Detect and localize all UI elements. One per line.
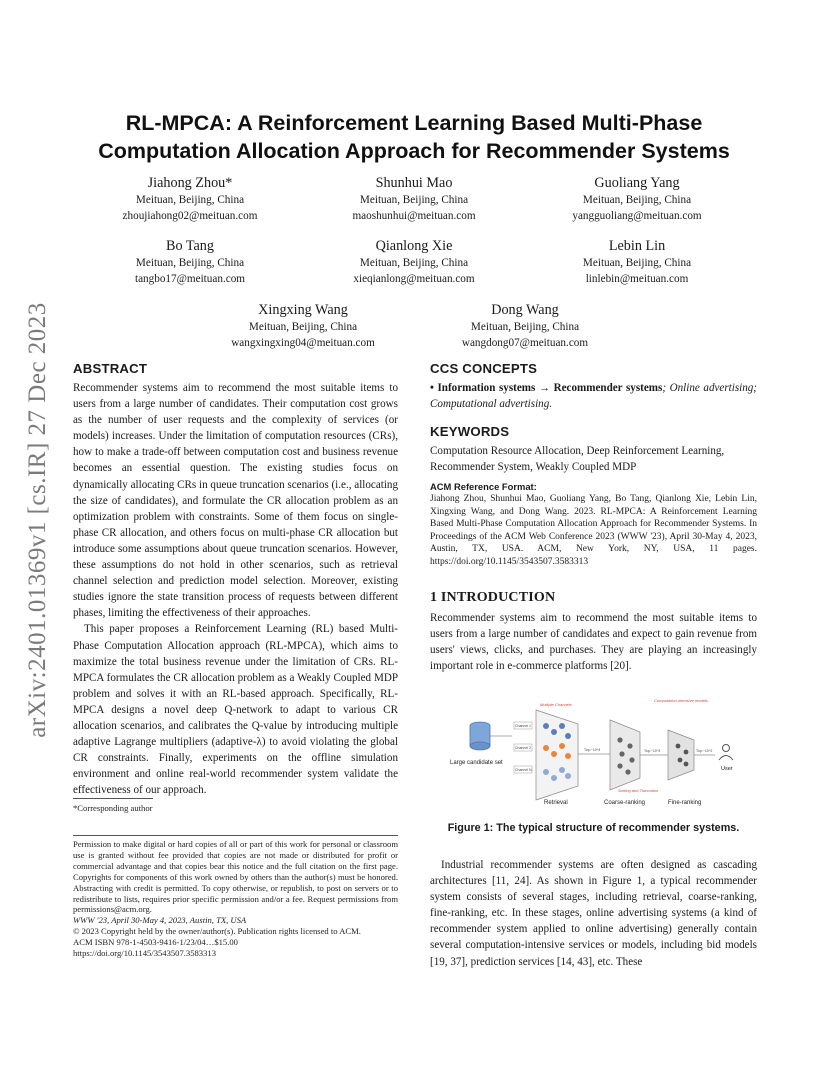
label-top-3: Top-~10^2: [696, 749, 713, 753]
label-retrieval: Retrieval: [544, 800, 568, 806]
intro-paragraph-1: Recommender systems aim to recommend the most suitable items to users from a large number of candidates and expect to gain revenue from users' views, clicks, and purchases. They are playing an increasingly important role in e-commerce platforms [20].: [430, 612, 757, 673]
permission-block: [73, 839, 398, 959]
doi-link[interactable]: https://doi.org/10.1145/3543507.3583313: [73, 948, 216, 959]
abstract-paragraph-2: This paper proposes a Reinforcement Learning (RL) based Multi-Phase Computation Allocation approach (RL-MPCA), which aims to maximize the total business revenue under the limitation of CRs. RL-MPCA formulates the CR allocation problem as a Weakly Coupled MDP problem and solves it with an RL-based approach. Specifically, RL-MPCA designs a novel deep Q-network to adapt to various CR allocation scenarios, and calibrates the Q-value by introducing multiple adaptive Lagrange multipliers (adaptive-λ) to avoid violating the global CR constraints. Finally, experiments on the offline simulation environment and online real-world recommender system validate the effectiveness of our approach.: [73, 623, 398, 797]
venue: WWW '23, April 30-May 4, 2023, Austin, TX, USA: [73, 915, 247, 926]
author-affiliation: Meituan, Beijing, China: [359, 257, 469, 269]
coarse-ranking-funnel: [610, 720, 640, 790]
user-icon: [719, 745, 733, 761]
arxiv-sidebar: [18, 290, 58, 750]
author-name: Guoliang Yang: [594, 175, 680, 191]
figure-1: [440, 680, 740, 810]
figure-caption: Figure 1: The typical structure of recommender systems.: [447, 822, 740, 834]
ccs-bold: • Information systems → Recommender systems: [430, 382, 663, 394]
author-affiliation: Meituan, Beijing, China: [135, 194, 245, 206]
label-fine-ranking: Fine-ranking: [668, 800, 702, 806]
abstract-paragraph-1: Recommender systems aim to recommend the most suitable items to users from a large number of candidates. Their computation cost grows as the number of user requests and the complexity of services (or models) increases. Under the limitation of computation resources (CRs), how to make a trade-off between computation cost and business revenue becomes an essential question. The existing studies focus on dynamically allocating CRs in queue truncation scenarios (i.e., allocating the size of candidates), and formulate the CR allocation problem as an optimization problem with constraints. Some of them focus on single-phase CR allocation, and others focus on multi-phase CR allocation but introduce some assumptions about queue truncation scenarios. However, these assumptions do not hold in other scenarios, such as retrieval channel selection and prediction model selection. Moreover, existing studies ignore the state transition process of requests between different phases, limiting the effectiveness of their approaches.: [73, 382, 399, 620]
intro-paragraph-2: Industrial recommender systems are often designed as cascading architectures [11, 24]. As shown in Figure 1, a typical recommender system consists of several stages, including retrieval, coarse-ranking, fine-ranking, etc. In these stages, online advertising systems (a kind of recommender system applied to online advertising) generally contain several computation-intensive services or models, including bid models [19, 37], prediction services [14, 43], etc. These: [430, 859, 757, 968]
author-affiliation: Meituan, Beijing, China: [582, 257, 692, 269]
footnote-rule: [73, 798, 153, 799]
author-email: yangguoliang@meituan.com: [572, 210, 702, 222]
author-block: [415, 301, 635, 351]
title-line-1: RL-MPCA: A Reinforcement Learning Based Multi-Phase: [125, 111, 703, 135]
label-multiple-channels: Multiple Channels: [540, 702, 572, 707]
author-email: tangbo17@meituan.com: [134, 273, 246, 285]
author-email: wangxingxing04@meituan.com: [231, 337, 375, 349]
author-block: [527, 237, 747, 287]
author-block: [304, 237, 524, 287]
author-name: Bo Tang: [165, 238, 214, 254]
author-affiliation: Meituan, Beijing, China: [582, 194, 692, 206]
label-sorting: Sorting and Truncation: [618, 788, 659, 793]
label-top-1: Top-~10^4: [584, 748, 601, 752]
label-channel-n: Channel N: [515, 768, 532, 772]
title-line-2: Computation Allocation Approach for Recommender Systems: [98, 139, 730, 163]
author-affiliation: Meituan, Beijing, China: [470, 321, 580, 333]
footnote: *Corresponding author: [73, 803, 153, 813]
abstract-heading: ABSTRACT: [73, 361, 148, 376]
ccs-heading: CCS CONCEPTS: [430, 361, 538, 376]
intro-heading: 1 INTRODUCTION: [430, 590, 556, 605]
author-name: Jiahong Zhou*: [147, 175, 233, 191]
acm-reference-label: ACM Reference Format:: [430, 481, 537, 492]
author-block: [527, 174, 747, 224]
author-affiliation: Meituan, Beijing, China: [135, 257, 245, 269]
author-name: Dong Wang: [491, 302, 559, 318]
author-name: Qianlong Xie: [375, 238, 453, 254]
label-channel-1: Channel 1: [515, 724, 531, 728]
fine-ranking-funnel: [668, 730, 694, 780]
author-email: maoshunhui@meituan.com: [352, 210, 476, 222]
author-email: xieqianlong@meituan.com: [353, 273, 475, 285]
author-name: Lebin Lin: [608, 238, 666, 254]
isbn: ACM ISBN 978-1-4503-9416-1/23/04…$15.00: [73, 937, 238, 948]
label-user: User: [721, 766, 733, 772]
author-affiliation: Meituan, Beijing, China: [359, 194, 469, 206]
keywords-text: Computation Resource Allocation, Deep Reinforcement Learning, Recommender System, Weakly Coupled MDP: [430, 445, 725, 474]
acm-reference-text: Jiahong Zhou, Shunhui Mao, Guoliang Yang, Bo Tang, Qianlong Xie, Lebin Lin, Xingxing Wang, and Dong Wang. 2023. RL-MPCA: A Reinforcement Learning Based Multi-Phase Computation Allocation Approach for Recommender Systems. In Proceedings of the ACM Web Conference 2023 (WWW '23), April 30-May 4, 2023, Austin, TX, USA. ACM, New York, NY, USA, 11 pages. https://doi.org/10.1145/3543507.3583313: [430, 494, 757, 567]
keywords-heading: KEYWORDS: [430, 424, 510, 439]
author-block: [80, 174, 300, 224]
author-block: [80, 237, 300, 287]
author-email: zhoujiahong02@meituan.com: [122, 210, 258, 222]
retrieval-funnel: [536, 710, 578, 800]
copyright: © 2023 Copyright held by the owner/author(s). Publication rights licensed to ACM.: [73, 926, 361, 937]
permission-rule: [73, 835, 398, 836]
author-affiliation: Meituan, Beijing, China: [248, 321, 358, 333]
label-channel-2: Channel 2: [515, 746, 531, 750]
author-name: Shunhui Mao: [375, 175, 453, 191]
author-email: wangdong07@meituan.com: [461, 337, 589, 349]
permission-text: Permission to make digital or hard copies of all or part of this work for personal or classroom use is granted without fee provided that copies are not made or distributed for profit or commercial advantage and that copies bear this notice and the full citation on the first page. Copyrights for components of this work owned by others than the author(s) must be honored. Abstracting with credit is permitted. To copy otherwise, or republish, to post on servers or to redistribute to lists, requires prior specific permission and/or a fee. Request permissions from permissions@acm.org.: [73, 839, 398, 915]
label-top-2: Top-~10^3: [644, 749, 661, 753]
label-coarse-ranking: Coarse-ranking: [604, 800, 646, 806]
abstract-body: [73, 380, 398, 798]
label-computation-models: Computation-intensive models: [654, 698, 708, 703]
label-candidates: Large candidate set: [450, 760, 503, 766]
database-icon: [470, 722, 490, 750]
author-email: linlebin@meituan.com: [585, 273, 689, 285]
ccs-text: [430, 380, 757, 412]
recsys-diagram: [440, 680, 740, 810]
author-block: [193, 301, 413, 351]
author-name: Xingxing Wang: [258, 302, 348, 318]
paper-title: [70, 109, 758, 165]
author-block: [304, 174, 524, 224]
arxiv-id: arXiv:2401.01369v1 [cs.IR] 27 Dec 2023: [24, 302, 51, 738]
ccs-rest: ; Online advertising; Computational advertising.: [430, 382, 758, 411]
